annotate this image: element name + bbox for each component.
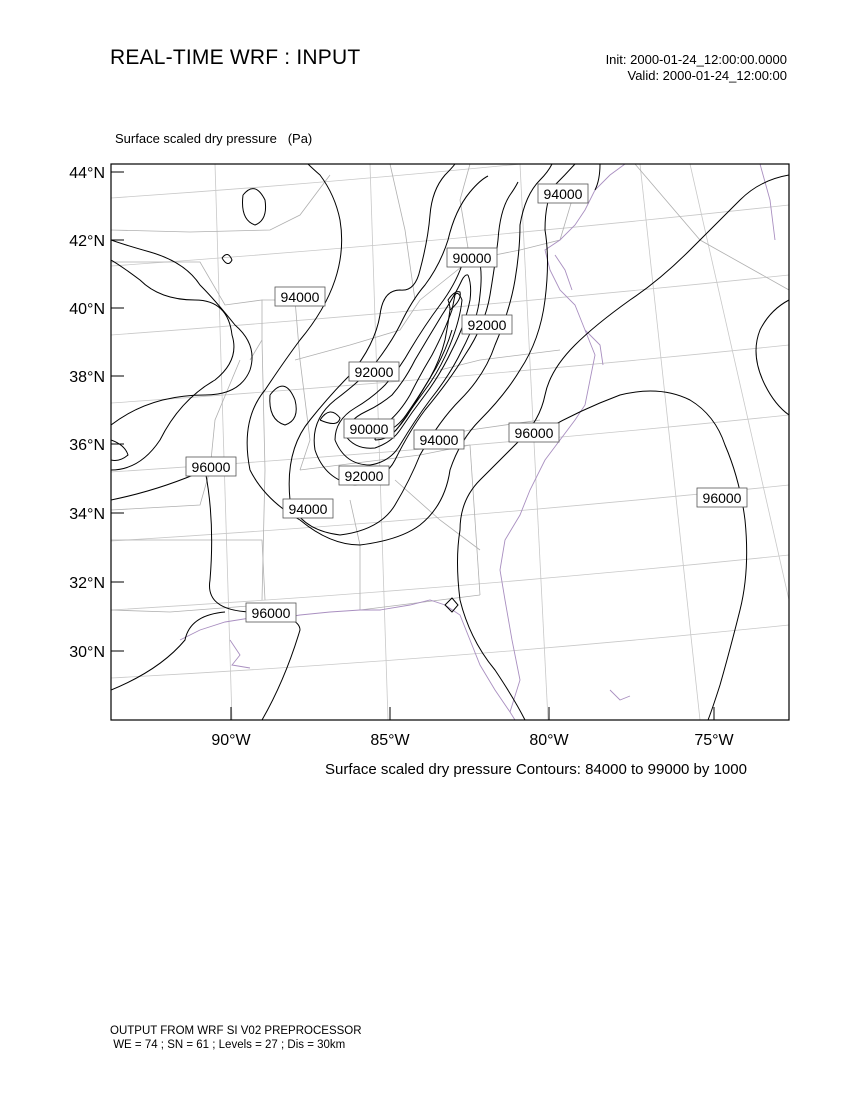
contour-label <box>697 488 747 507</box>
contour-label <box>462 315 512 334</box>
svg-text:92000: 92000 <box>344 468 384 484</box>
field-units: (Pa) <box>287 131 313 146</box>
svg-text:92000: 92000 <box>467 317 507 333</box>
lat-label: 30°N <box>69 644 105 661</box>
plot-title: REAL-TIME WRF : INPUT <box>110 46 361 69</box>
svg-text:94000: 94000 <box>280 289 320 305</box>
svg-text:96000: 96000 <box>514 425 554 441</box>
lon-labels <box>211 732 734 749</box>
contour-label <box>339 466 389 485</box>
contour-label <box>414 430 464 449</box>
lon-label: 85°W <box>370 732 410 749</box>
contour-label <box>344 419 394 438</box>
lon-label: 80°W <box>529 732 569 749</box>
contour-label <box>283 499 333 518</box>
coastline <box>180 164 775 720</box>
lat-labels <box>69 165 105 661</box>
contour-label <box>509 423 559 442</box>
lat-label: 42°N <box>69 233 105 250</box>
svg-text:96000: 96000 <box>251 605 291 621</box>
svg-text:96000: 96000 <box>702 490 742 506</box>
lat-label: 34°N <box>69 506 105 523</box>
lat-label: 40°N <box>69 301 105 318</box>
lat-label: 36°N <box>69 437 105 454</box>
contour-label <box>447 248 497 267</box>
lon-ticks <box>231 707 714 720</box>
svg-text:96000: 96000 <box>191 459 231 475</box>
lat-label: 44°N <box>69 165 105 182</box>
footer-line-2: WE = 74 ; SN = 61 ; Levels = 27 ; Dis = 30km <box>110 1039 346 1051</box>
svg-text:92000: 92000 <box>354 364 394 380</box>
contour-label <box>186 457 236 476</box>
lon-label: 75°W <box>694 732 734 749</box>
contour-label <box>349 362 399 381</box>
svg-text:94000: 94000 <box>419 432 459 448</box>
graticule <box>111 135 789 720</box>
lat-label: 38°N <box>69 369 105 386</box>
contour-label <box>246 603 296 622</box>
contour-label <box>538 184 588 203</box>
svg-text:90000: 90000 <box>452 250 492 266</box>
svg-text:90000: 90000 <box>349 421 389 437</box>
svg-text:94000: 94000 <box>543 186 583 202</box>
lon-label: 90°W <box>211 732 251 749</box>
footer-info <box>110 1024 362 1052</box>
footer-line-1: OUTPUT FROM WRF SI V02 PREPROCESSOR <box>110 1025 362 1037</box>
field-name: Surface scaled dry pressure <box>115 131 277 146</box>
svg-text:94000: 94000 <box>288 501 328 517</box>
contour-label <box>275 287 325 306</box>
contour-caption: Surface scaled dry pressure Contours: 84000 to 99000 by 1000 <box>325 761 747 778</box>
valid-time: Valid: 2000-01-24_12:00:00 <box>627 68 787 83</box>
init-time: Init: 2000-01-24_12:00:00.0000 <box>605 52 787 67</box>
lat-label: 32°N <box>69 575 105 592</box>
